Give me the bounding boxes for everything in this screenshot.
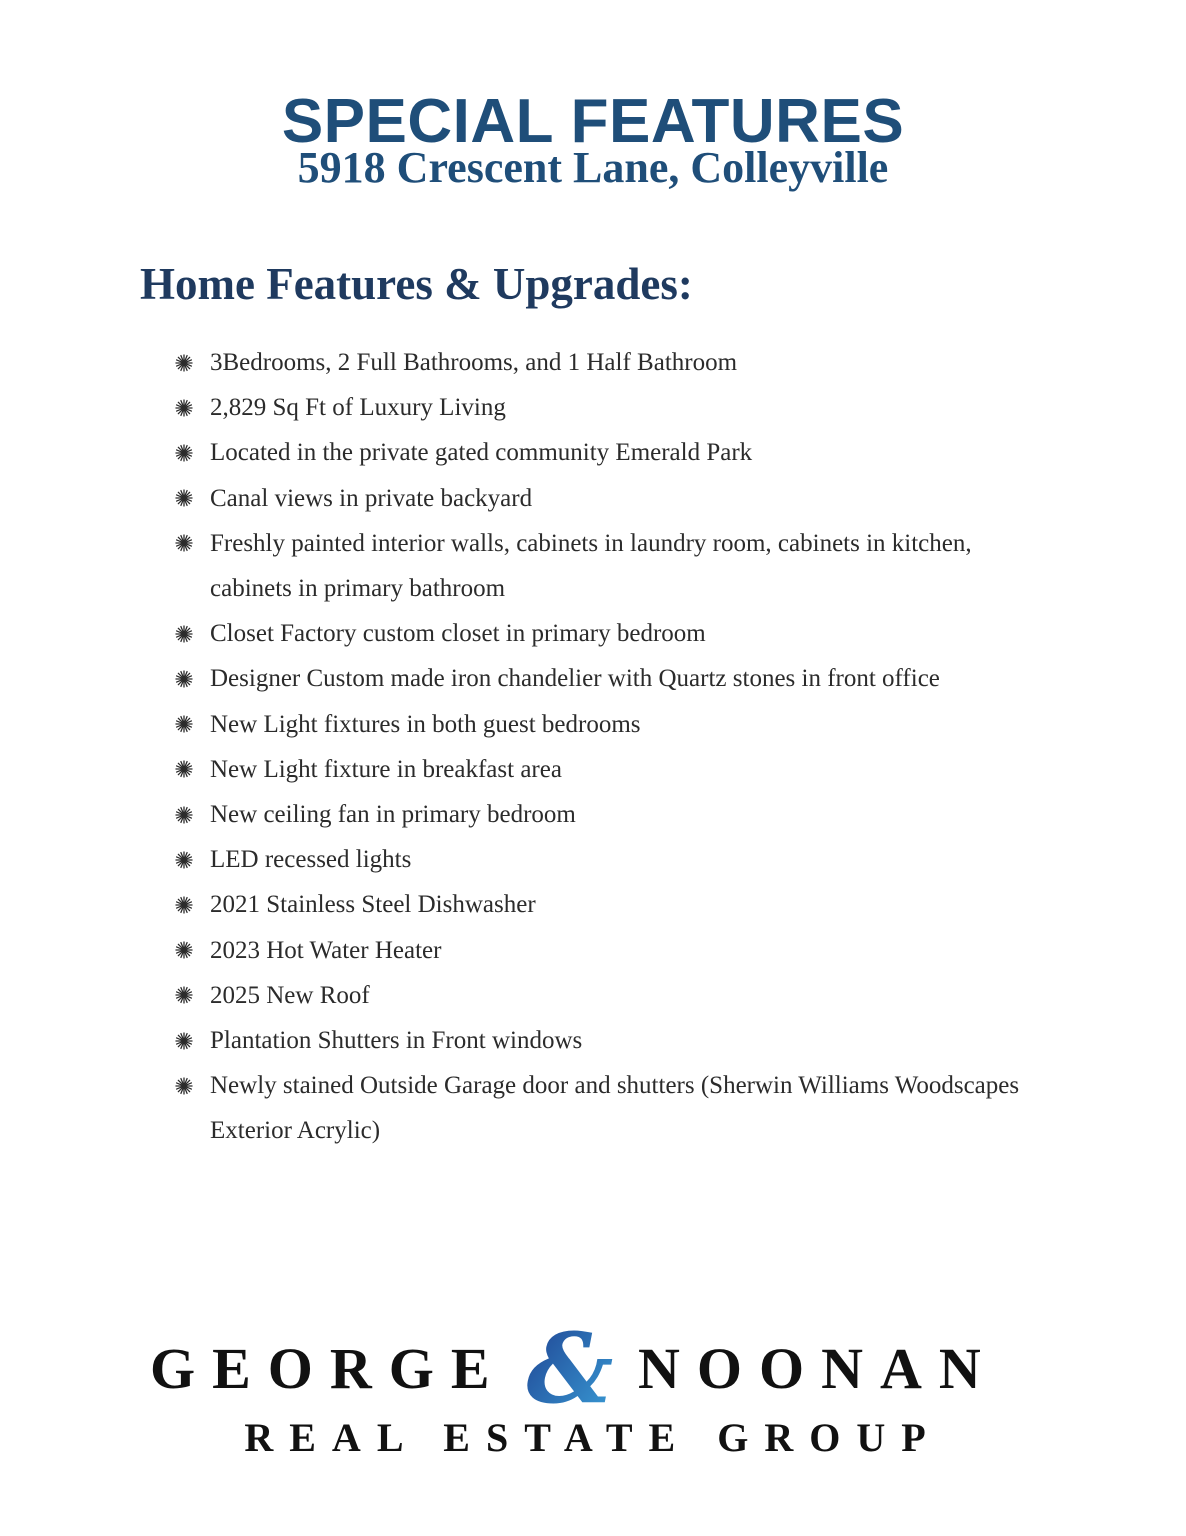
- feature-item: [174, 521, 1054, 611]
- feature-item: [174, 430, 1054, 475]
- feature-text: 3Bedrooms, 2 Full Bathrooms, and 1 Half Bathroom: [210, 349, 738, 376]
- feature-item: [174, 882, 1054, 927]
- feature-item: [174, 973, 1054, 1018]
- feature-text: 2,829 Sq Ft of Luxury Living: [210, 394, 506, 422]
- feature-item: [174, 385, 1054, 430]
- feature-item: [174, 1018, 1054, 1063]
- feature-item: [174, 837, 1054, 882]
- asterisk-star-icon: [174, 340, 210, 385]
- feature-item: [174, 476, 1054, 521]
- feature-text: Canal views in private backyard: [210, 484, 533, 512]
- feature-item: [174, 340, 1054, 385]
- logo-wordmark: [0, 1322, 1186, 1422]
- logo-word-george: GEORGE: [150, 1336, 507, 1401]
- ampersand-logo-icon: [520, 1322, 620, 1422]
- feature-item: [174, 747, 1054, 792]
- feature-item: [174, 702, 1054, 747]
- asterisk-star-icon: [174, 430, 210, 475]
- asterisk-star-icon: [174, 837, 210, 882]
- feature-text: New ceiling fan in primary bedroom: [210, 801, 576, 829]
- feature-text: New Light fixtures in both guest bedrooms: [210, 710, 641, 738]
- asterisk-star-icon: [174, 1063, 210, 1108]
- feature-list: [174, 340, 1054, 1154]
- feature-text: Freshly painted interior walls, cabinets in laundry room, cabinets in kitchen, cabinets in primary bathroom: [210, 529, 972, 603]
- feature-text: 2025 New Roof: [210, 981, 370, 1009]
- asterisk-star-icon: [174, 385, 210, 430]
- feature-item: [174, 928, 1054, 973]
- asterisk-star-icon: [174, 702, 210, 747]
- property-address: 5918 Crescent Lane, Colleyville: [297, 143, 889, 192]
- logo-tagline: REAL ESTATE GROUP: [244, 1415, 942, 1460]
- asterisk-star-icon: [174, 611, 210, 656]
- feature-text: LED recessed lights: [210, 846, 412, 874]
- logo-word-noonan: NOONAN: [638, 1336, 998, 1401]
- asterisk-star-icon: [174, 973, 210, 1018]
- asterisk-star-icon: [174, 656, 210, 701]
- section-heading: Home Features & Upgrades:: [140, 259, 693, 309]
- asterisk-star-icon: [174, 882, 210, 927]
- feature-item: [174, 1063, 1054, 1153]
- asterisk-star-icon: [174, 521, 210, 566]
- feature-text: Located in the private gated community Emerald Park: [210, 439, 753, 467]
- feature-item: [174, 792, 1054, 837]
- feature-text: Newly stained Outside Garage door and shutters (Sherwin Williams Woodscapes Exterior Acrylic): [210, 1072, 1020, 1145]
- feature-text: 2023 Hot Water Heater: [210, 936, 442, 964]
- asterisk-star-icon: [174, 747, 210, 792]
- asterisk-star-icon: [174, 928, 210, 973]
- asterisk-star-icon: [174, 476, 210, 521]
- feature-text: Closet Factory custom closet in primary bedroom: [210, 620, 706, 648]
- feature-text: Designer Custom made iron chandelier with Quartz stones in front office: [210, 665, 940, 693]
- feature-text: 2021 Stainless Steel Dishwasher: [210, 891, 536, 919]
- feature-item: [174, 656, 1054, 701]
- logo-ampersand: &: [526, 1322, 614, 1422]
- company-logo: [0, 1322, 1186, 1462]
- asterisk-star-icon: [174, 792, 210, 837]
- page-title: SPECIAL FEATURES: [281, 87, 905, 156]
- feature-text: New Light fixture in breakfast area: [210, 755, 562, 783]
- feature-text: Plantation Shutters in Front windows: [210, 1027, 583, 1055]
- feature-item: [174, 611, 1054, 656]
- asterisk-star-icon: [174, 1018, 210, 1063]
